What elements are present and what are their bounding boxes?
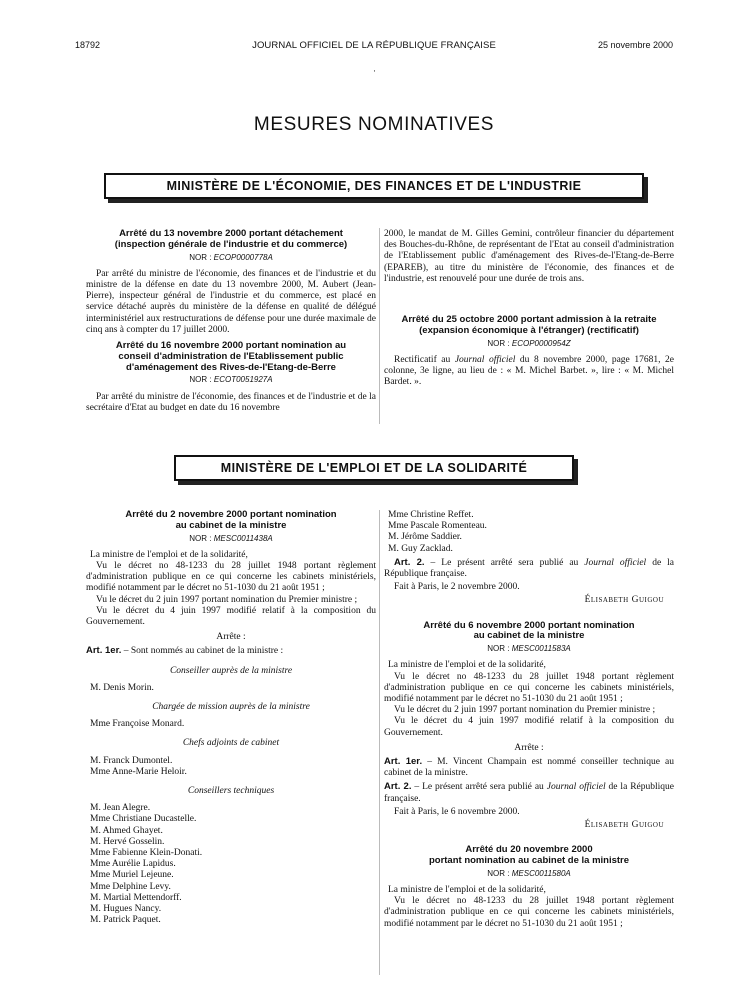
arrete-title: Arrêté du 6 novembre 2000 portant nomination au cabinet de la ministre [423, 619, 635, 642]
nor-reference: NOR : MESC0011583A [487, 644, 571, 654]
ministry-banner-label: MINISTÈRE DE L'ÉCONOMIE, DES FINANCES ET DE L'INDUSTRIE [104, 173, 644, 199]
arrete-title: Arrêté du 16 novembre 2000 portant nomination au conseil d'administration de l'Etablissement public d'aménagement des Rives-de-l'Etang-de-Berre [115, 340, 347, 373]
journal-title: JOURNAL OFFICIEL DE LA RÉPUBLIQUE FRANÇAISE [252, 40, 496, 51]
vu-clause: Vu le décret du 4 juin 1997 modifié relatif à la composition du Gouvernement. [384, 716, 674, 738]
nor-reference: NOR : MESC0011580A [487, 868, 571, 878]
person-name: Mme Françoise Monard. [90, 719, 185, 730]
intro: La ministre de l'emploi et de la solidarité, [90, 549, 248, 560]
issue-date: 25 novembre 2000 [597, 40, 673, 50]
category-heading: Conseiller auprès de la ministre [169, 665, 293, 676]
person-name: Mme Christine Reffet. [388, 510, 474, 520]
name-list [86, 719, 376, 730]
section-economie-col1 [86, 229, 376, 414]
vu-clause: Vu le décret no 48-1233 du 28 juillet 1948 portant règlement d'administration publique en ce qui concerne les cabinets ministériels, modifié notamment par le décret no 51-1030 du 21 août 1951 ; [86, 561, 376, 594]
ministry-banner-economie [104, 173, 644, 199]
arrete-body-continued: 2000, le mandat de M. Gilles Gemini, contrôleur financier du département des Bouches-du-Rhône, de représentant de l'Etat au conseil d'administration de l'Etablissement public d'aménagement des Rives-de-l'Etang-de-Berre (EPAREB), au titre du ministère de l'économie, des finances et de l'industrie, est renouvelé pour une durée de trois ans. [384, 229, 674, 284]
category-heading: Chargée de mission auprès de la ministre [152, 702, 310, 713]
column-divider [379, 228, 380, 424]
name-list [86, 756, 376, 778]
person-name: M. Guy Zacklad. [388, 543, 453, 554]
vu-clause: Vu le décret no 48-1233 du 28 juillet 1948 portant règlement d'administration publique en ce qui concerne les cabinets ministériels, modifié notamment par le décret no 51-1030 du 21 août 1951 ; [384, 671, 674, 705]
section-economie-col2 [384, 229, 674, 388]
person-name: M. Patrick Paquet. [90, 915, 161, 926]
vu-clause: Vu le décret no 48-1233 du 28 juillet 1948 portant règlement d'administration publique en ce qui concerne les cabinets ministériels, modifié notamment par le décret no 51-1030 du 21 août 1951 ; [384, 896, 674, 929]
nor-reference: NOR : MESC0011438A [189, 533, 273, 543]
vu-clause: Vu le décret du 4 juin 1997 modifié relatif à la composition du Gouvernement. [86, 605, 376, 628]
person-name: Mme Muriel Lejeune. [90, 870, 174, 881]
arrete-title: Arrêté du 2 novembre 2000 portant nomination au cabinet de la ministre [125, 509, 337, 531]
arrete-label: Arrête : [216, 632, 246, 643]
intro: La ministre de l'emploi et de la solidarité, [388, 660, 546, 671]
column-divider [379, 510, 380, 975]
rectificatif-body: Rectificatif au Journal officiel du 8 novembre 2000, page 17681, 2e colonne, 3e ligne, au lieu de : « M. Michel Barbet. », lire : « M. Michel Bardet. ». [384, 354, 674, 388]
person-name: M. Ahmed Ghayet. [90, 825, 163, 836]
person-name: M. Jérôme Saddier. [388, 532, 462, 543]
person-name: Mme Aurélie Lapidus. [90, 859, 176, 870]
section-emploi-col1 [86, 510, 376, 926]
nor-reference: NOR : ECOP0000954Z [487, 338, 571, 348]
intro: La ministre de l'emploi et de la solidarité, [388, 885, 546, 896]
nor-reference: NOR : ECOT0051927A [189, 375, 273, 385]
nor-reference: NOR : ECOP0000778A [189, 252, 273, 262]
person-name: M. Jean Alegre. [90, 803, 151, 814]
arrete-label: Arrête : [514, 742, 544, 753]
person-name: Mme Delphine Levy. [90, 881, 171, 892]
arrete-title: Arrêté du 20 novembre 2000 portant nomination au cabinet de la ministre [428, 844, 630, 867]
fait-a-paris: Fait à Paris, le 6 novembre 2000. [394, 806, 520, 817]
person-name: Mme Anne-Marie Heloir. [90, 766, 187, 777]
category-heading: Chefs adjoints de cabinet [182, 738, 280, 749]
section-emploi-col2 [384, 510, 674, 930]
person-name: M. Martial Mettendorff. [90, 892, 182, 903]
person-name: M. Franck Dumontel. [90, 755, 173, 766]
person-name: M. Hugues Nancy. [90, 904, 162, 915]
name-list [86, 683, 376, 694]
arrete-body: Par arrêté du ministre de l'économie, des finances et de l'industrie et du ministre de la défense en date du 13 novembre 2000, M. Aubert (Jean-Pierre), inspecteur général de l'industrie et du commerce, est placé en service détaché auprès du ministère de la défense en qualité de délégué interministériel aux restructurations de défense pour une durée maximale de cinq ans à compter du 17 juillet 2000. [86, 268, 376, 335]
vu-clause: Vu le décret du 2 juin 1997 portant nomination du Premier ministre ; [394, 705, 656, 716]
arrete-body: Par arrêté du ministre de l'économie, des finances et de l'industrie et de la secrétaire d'Etat au budget en date du 16 novembre [86, 391, 376, 413]
article-1: Art. 1er. – Sont nommés au cabinet de la ministre : [86, 645, 284, 657]
name-list [86, 803, 376, 926]
page-number: 18792 [75, 40, 101, 50]
fait-a-paris: Fait à Paris, le 2 novembre 2000. [394, 582, 520, 593]
article-1: Art. 1er. – M. Vincent Champain est nommé conseiller technique au cabinet de la ministre. [384, 756, 674, 779]
page-title: MESURES NOMINATIVES [253, 114, 495, 135]
signature: Élisabeth Guigou [584, 820, 664, 831]
article-2: Art. 2. – Le présent arrêté sera publié au Journal officiel de la République française. [384, 781, 675, 804]
person-name: M. Denis Morin. [90, 682, 154, 693]
ministry-banner-label: MINISTÈRE DE L'EMPLOI ET DE LA SOLIDARITÉ [174, 455, 574, 481]
category-heading: Conseillers techniques [187, 786, 275, 797]
ministry-banner-emploi [174, 455, 574, 481]
name-list-continued [384, 510, 674, 555]
person-name: Mme Christiane Ducastelle. [90, 814, 197, 825]
separator-dot: · [373, 66, 376, 76]
article-2: Art. 2. – Le présent arrêté sera publié au Journal officiel de la République française. [384, 556, 674, 580]
arrete-title: Arrêté du 25 octobre 2000 portant admission à la retraite (expansion économique à l'étranger) (rectificatif) [401, 314, 657, 336]
signature: Élisabeth Guigou [584, 595, 664, 606]
person-name: Mme Pascale Romenteau. [388, 521, 487, 532]
person-name: Mme Fabienne Klein-Donati. [90, 848, 203, 859]
vu-clause: Vu le décret du 2 juin 1997 portant nomination du Premier ministre ; [96, 594, 358, 605]
person-name: M. Hervé Gosselin. [90, 836, 165, 847]
arrete-title: Arrêté du 13 novembre 2000 portant détachement (inspection générale de l'industrie et du commerce) [114, 228, 348, 250]
